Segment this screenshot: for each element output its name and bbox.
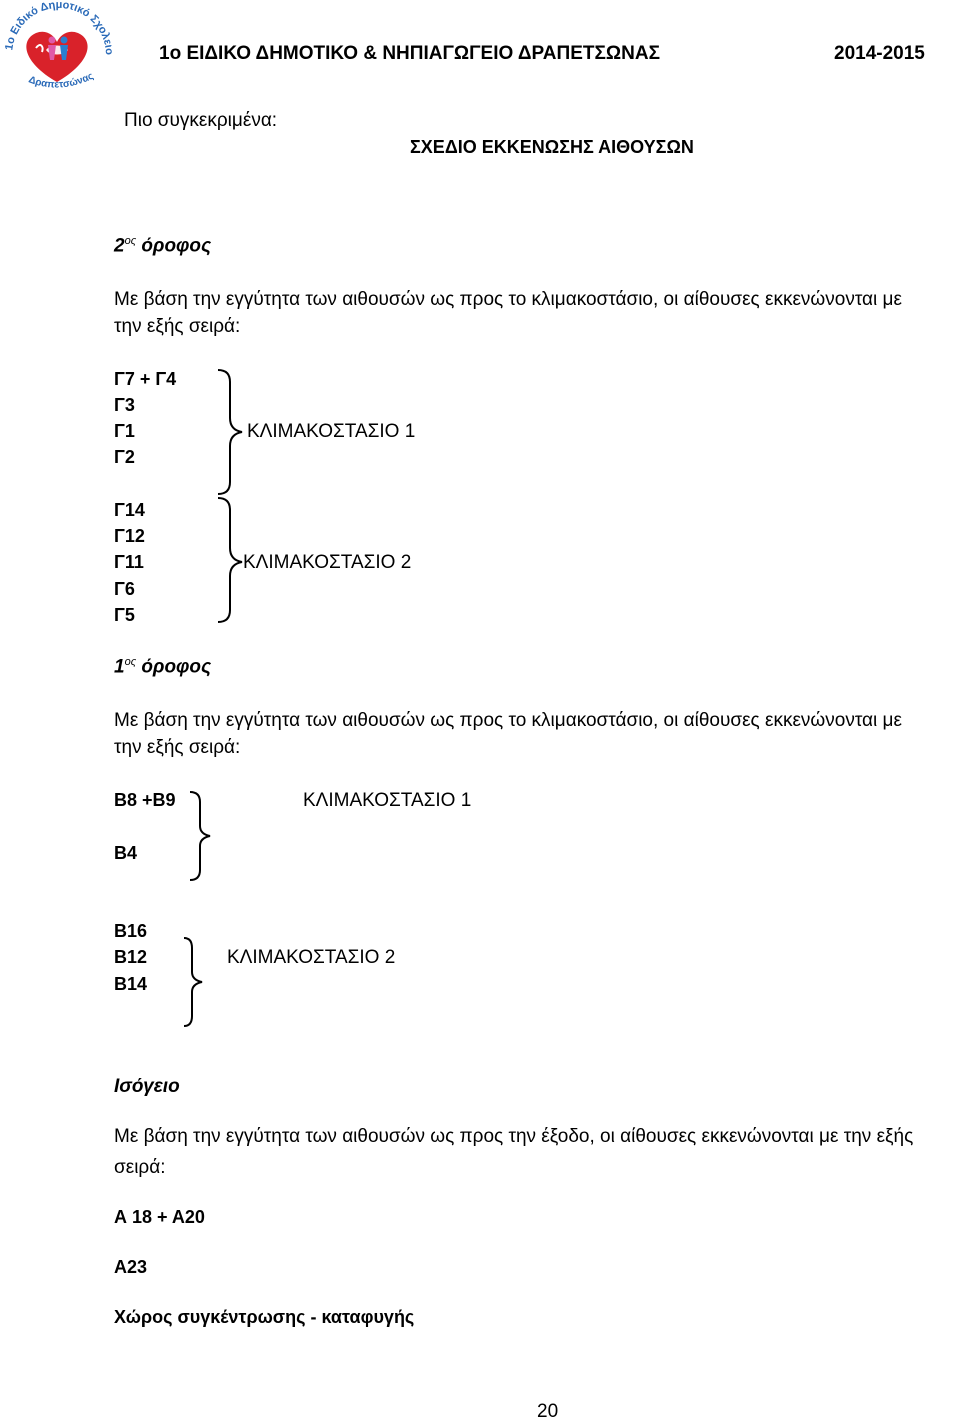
room-label: Β14 <box>114 974 148 994</box>
room-label: Γ5 <box>114 605 135 625</box>
ground-desc-line1: Με βάση την εγγύτητα των αιθουσών ως προς την έξοδο, οι αίθουσες εκκενώνονται με την εξής <box>114 1126 914 1147</box>
curly-brace-icon <box>214 368 248 496</box>
floor2-desc-line1: Με βάση την εγγύτητα των αιθουσών ως προς το κλιμακοστάσιο, οι αίθουσες εκκενώνονται με <box>114 289 902 310</box>
room-label: Β12 <box>114 947 148 967</box>
room-label: Α23 <box>114 1257 148 1277</box>
stairwell-label: ΚΛΙΜΑΚΟΣΤΑΣΙΟ 1 <box>303 790 472 811</box>
floor2-word: όροφος <box>141 235 212 257</box>
floor1-desc-line1: Με βάση την εγγύτητα των αιθουσών ως προς το κλιμακοστάσιο, οι αίθουσες εκκενώνονται με <box>114 710 902 731</box>
floor2-heading <box>114 235 211 257</box>
ground-heading: Ισόγειο <box>114 1076 180 1097</box>
room-label: Β8 +Β9 <box>114 790 176 810</box>
floor2-desc-line2: την εξής σειρά: <box>114 316 241 337</box>
room-label: Γ6 <box>114 579 135 599</box>
room-label: Γ14 <box>114 500 145 520</box>
assembly-point-label: Χώρος συγκέντρωσης - καταφυγής <box>114 1307 415 1327</box>
floor1-desc-line2: την εξής σειρά: <box>114 737 241 758</box>
school-year: 2014-2015 <box>834 43 925 64</box>
room-label: Α 18 + Α20 <box>114 1207 205 1227</box>
stairwell-label: ΚΛΙΜΑΚΟΣΤΑΣΙΟ 2 <box>227 947 396 968</box>
room-label: Γ12 <box>114 526 145 546</box>
floor2-number: 2 <box>114 235 125 257</box>
school-name: 1ο ΕΙΔΙΚΟ ΔΗΜΟΤΙΚΟ & ΝΗΠΙΑΓΩΓΕΙΟ ΔΡΑΠΕΤΣΩΝΑΣ <box>159 43 660 64</box>
floor1-suffix: ος <box>124 656 137 668</box>
curly-brace-icon <box>182 936 208 1028</box>
page-title: ΣΧΕΔΙΟ ΕΚΚΕΝΩΣΗΣ ΑΙΘΟΥΣΩΝ <box>410 137 694 157</box>
svg-text:1ο Ειδικό Δημοτικό Σχολείο: 1ο Ειδικό Δημοτικό Σχολ <box>3 0 112 52</box>
floor1-number: 1 <box>114 656 125 678</box>
ground-desc-line2: σειρά: <box>114 1157 166 1178</box>
svg-text:Δραπετσώνας: Δραπετσώνας <box>26 70 96 91</box>
school-logo <box>2 0 112 98</box>
floor2-suffix: ος <box>124 235 137 247</box>
room-label: Γ2 <box>114 447 135 467</box>
room-label: Β16 <box>114 921 148 941</box>
stairwell-label: ΚΛΙΜΑΚΟΣΤΑΣΙΟ 2 <box>243 552 412 573</box>
stairwell-label: ΚΛΙΜΑΚΟΣΤΑΣΙΟ 1 <box>247 421 416 442</box>
room-label: Γ3 <box>114 395 135 415</box>
page-number: 20 <box>537 1401 559 1422</box>
room-label: Β4 <box>114 843 138 863</box>
floor1-heading <box>114 656 211 678</box>
floor1-word: όροφος <box>141 656 212 678</box>
room-label: Γ7 + Γ4 <box>114 369 177 389</box>
curly-brace-icon <box>188 790 216 882</box>
room-label: Γ1 <box>114 421 135 441</box>
intro-text: Πιο συγκεκριμένα: <box>124 110 278 131</box>
room-label: Γ11 <box>114 552 144 572</box>
